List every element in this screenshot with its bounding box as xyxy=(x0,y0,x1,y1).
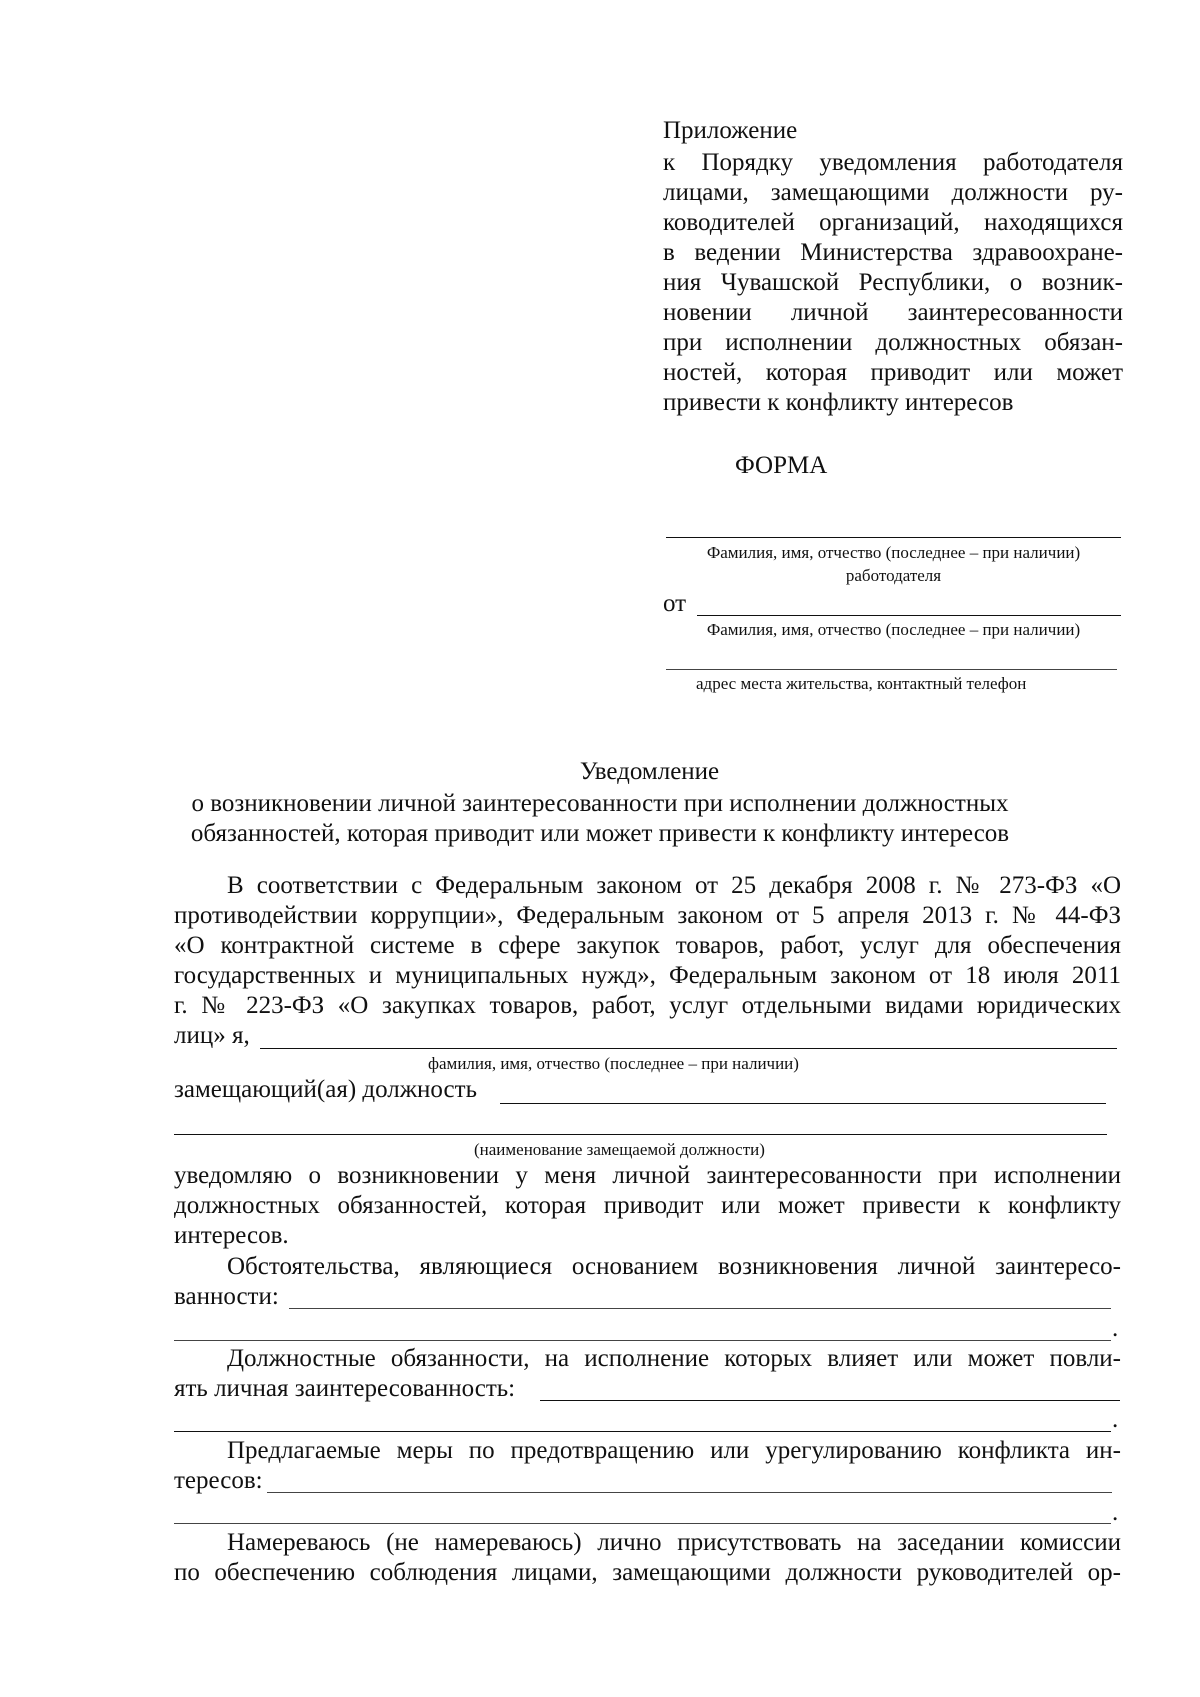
appendix-line: привести к конфликту интересов xyxy=(663,389,1014,416)
appendix-line: к Порядку уведомления работодателя xyxy=(663,149,1123,176)
duties-label: ять личная заинтересованность: xyxy=(174,1375,516,1402)
from-label: от xyxy=(663,590,687,617)
measures-line[interactable] xyxy=(267,1492,1112,1493)
body-line: интересов. xyxy=(174,1222,289,1249)
sender-name-line[interactable] xyxy=(697,615,1121,616)
body-line: г. № 223-ФЗ «О закупках товаров, работ, услуг отдельными видами юридических xyxy=(174,992,1121,1019)
body-line: должностных обязанностей, которая приводит или может привести к конфликту xyxy=(174,1192,1121,1219)
body-line: лиц» я, xyxy=(174,1022,250,1049)
period: . xyxy=(1112,1499,1119,1526)
position-line-2[interactable] xyxy=(174,1134,1107,1135)
period: . xyxy=(1112,1315,1119,1342)
measures-line-2[interactable] xyxy=(174,1523,1111,1524)
fio-caption: фамилия, имя, отчество (последнее – при наличии) xyxy=(428,1054,799,1073)
appendix-line: в ведении Министерства здравоохране- xyxy=(663,239,1123,266)
measures-label: тересов: xyxy=(174,1467,263,1494)
employer-caption: Фамилия, имя, отчество (последнее – при наличии) xyxy=(706,543,1081,562)
body-line: уведомляю о возникновении у меня личной заинтересованности при исполнении xyxy=(174,1162,1121,1189)
sender-caption: Фамилия, имя, отчество (последнее – при наличии) xyxy=(706,620,1081,639)
body-line: «О контрактной системе в сфере закупок товаров, работ, услуг для обеспечения xyxy=(174,932,1121,959)
appendix-line: ния Чувашской Республики, о возник- xyxy=(663,269,1123,296)
body-line: государственных и муниципальных нужд», Федеральным законом от 18 июля 2011 xyxy=(174,962,1121,989)
address-caption: адрес места жительства, контактный телефон xyxy=(696,674,1027,693)
appendix-title: Приложение xyxy=(663,117,798,144)
body-line: Обстоятельства, являющиеся основанием возникновения личной заинтересо- xyxy=(227,1253,1121,1280)
appendix-line: ностей, которая приводит или может xyxy=(663,359,1123,386)
body-line: В соответствии с Федеральным законом от 25 декабря 2008 г. № 273-ФЗ «О xyxy=(227,872,1121,899)
position-label: замещающий(ая) должность xyxy=(174,1076,477,1103)
position-caption: (наименование замещаемой должности) xyxy=(474,1140,765,1159)
form-label: ФОРМА xyxy=(735,452,828,479)
appendix-line: новении личной заинтересованности xyxy=(663,299,1123,326)
notice-title: Уведомление xyxy=(579,758,720,785)
appendix-line: лицами, замещающими должности ру- xyxy=(663,179,1123,206)
notice-subtitle: о возникновении личной заинтересованности при исполнении должностных xyxy=(191,790,1009,817)
period: . xyxy=(1112,1406,1119,1433)
circumstances-line-2[interactable] xyxy=(174,1340,1111,1341)
address-line[interactable] xyxy=(666,669,1117,670)
circumstances-line[interactable] xyxy=(289,1308,1111,1309)
duties-line[interactable] xyxy=(540,1400,1120,1401)
fio-line[interactable] xyxy=(260,1048,1117,1049)
appendix-line: ководителей организаций, находящихся xyxy=(663,209,1123,236)
circumstances-label: ванности: xyxy=(174,1283,279,1310)
body-line: противодействии коррупции», Федеральным законом от 5 апреля 2013 г. № 44-ФЗ xyxy=(174,902,1121,929)
body-line: Намереваюсь (не намереваюсь) лично присутствовать на заседании комиссии xyxy=(227,1529,1121,1556)
body-line: по обеспечению соблюдения лицами, замещающими должности руководителей ор- xyxy=(174,1559,1121,1586)
employer-name-line[interactable] xyxy=(666,537,1121,538)
employer-caption: работодателя xyxy=(845,566,942,585)
duties-line-2[interactable] xyxy=(174,1431,1111,1432)
body-line: Предлагаемые меры по предотвращению или урегулированию конфликта ин- xyxy=(227,1437,1121,1464)
notice-subtitle: обязанностей, которая приводит или может привести к конфликту интересов xyxy=(190,820,1010,847)
position-line[interactable] xyxy=(500,1103,1106,1104)
body-line: Должностные обязанности, на исполнение которых влияет или может повли- xyxy=(227,1345,1121,1372)
appendix-line: при исполнении должностных обязан- xyxy=(663,329,1123,356)
